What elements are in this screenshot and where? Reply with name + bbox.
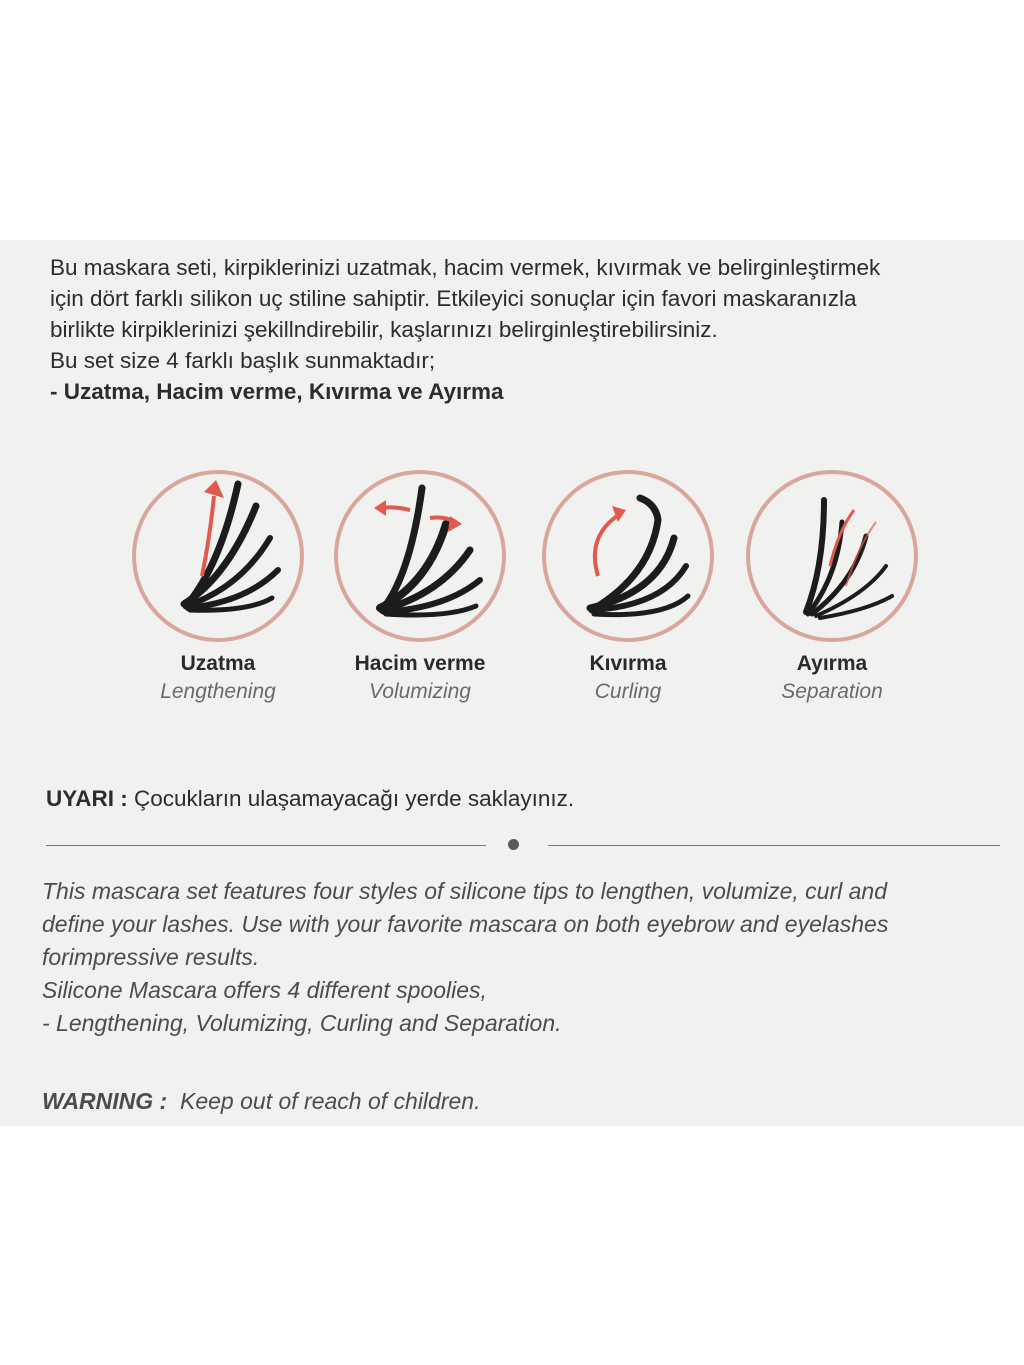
divider-dot xyxy=(508,839,519,850)
warning-text: Çocukların ulaşamayacağı yerde saklayınız. xyxy=(127,786,575,811)
turkish-description xyxy=(50,252,1010,407)
warning-label: UYARI : xyxy=(46,786,128,811)
tr-style-list: - Uzatma, Hacim verme, Kıvırma ve Ayırma xyxy=(50,379,504,404)
warning-text: Keep out of reach of children. xyxy=(167,1088,481,1114)
lengthening-icon xyxy=(128,466,308,646)
tr-line: Bu set size 4 farklı başlık sunmaktadır; xyxy=(50,348,436,373)
en-line: This mascara set features four styles of silicone tips to lengthen, volumize, curl and xyxy=(42,878,888,904)
divider-left xyxy=(46,845,486,846)
style-lengthening xyxy=(118,466,318,704)
style-label-en: Lengthening xyxy=(160,680,276,703)
tr-line: için dört farklı silikon uç stiline sahiptir. Etkileyici sonuçlar için favori maskaranızla xyxy=(50,286,857,311)
warning-english xyxy=(42,1088,480,1115)
en-line: Silicone Mascara offers 4 different spoolies, xyxy=(42,977,487,1003)
styles-row xyxy=(118,466,938,728)
style-separation xyxy=(732,466,932,704)
en-style-list: - Lengthening, Volumizing, Curling and Separation. xyxy=(42,1010,562,1036)
volumizing-icon xyxy=(330,466,510,646)
style-label-en: Curling xyxy=(594,680,662,703)
tr-line: Bu maskara seti, kirpiklerinizi uzatmak, hacim vermek, kıvırmak ve belirginleştirmek xyxy=(50,255,881,280)
warning-turkish xyxy=(46,786,574,812)
style-label-en: Volumizing xyxy=(369,680,471,703)
warning-label: WARNING : xyxy=(42,1088,168,1114)
en-line: define your lashes. Use with your favorite mascara on both eyebrow and eyelashes xyxy=(42,911,889,937)
en-line: forimpressive results. xyxy=(42,944,260,970)
style-volumizing xyxy=(320,466,520,704)
style-curling xyxy=(528,466,728,704)
curling-icon xyxy=(538,466,718,646)
tr-line: birlikte kirpiklerinizi şekillndirebilir, kaşlarınızı belirginleştirebilirsiniz. xyxy=(50,317,718,342)
divider-right xyxy=(548,845,1000,846)
separation-icon xyxy=(742,466,922,646)
style-label-en: Separation xyxy=(781,680,883,703)
style-label-tr: Hacim verme xyxy=(354,652,486,675)
style-label-tr: Ayırma xyxy=(796,652,868,675)
style-label-tr: Uzatma xyxy=(180,652,256,675)
english-description xyxy=(42,875,1012,1040)
style-label-tr: Kıvırma xyxy=(589,652,667,675)
